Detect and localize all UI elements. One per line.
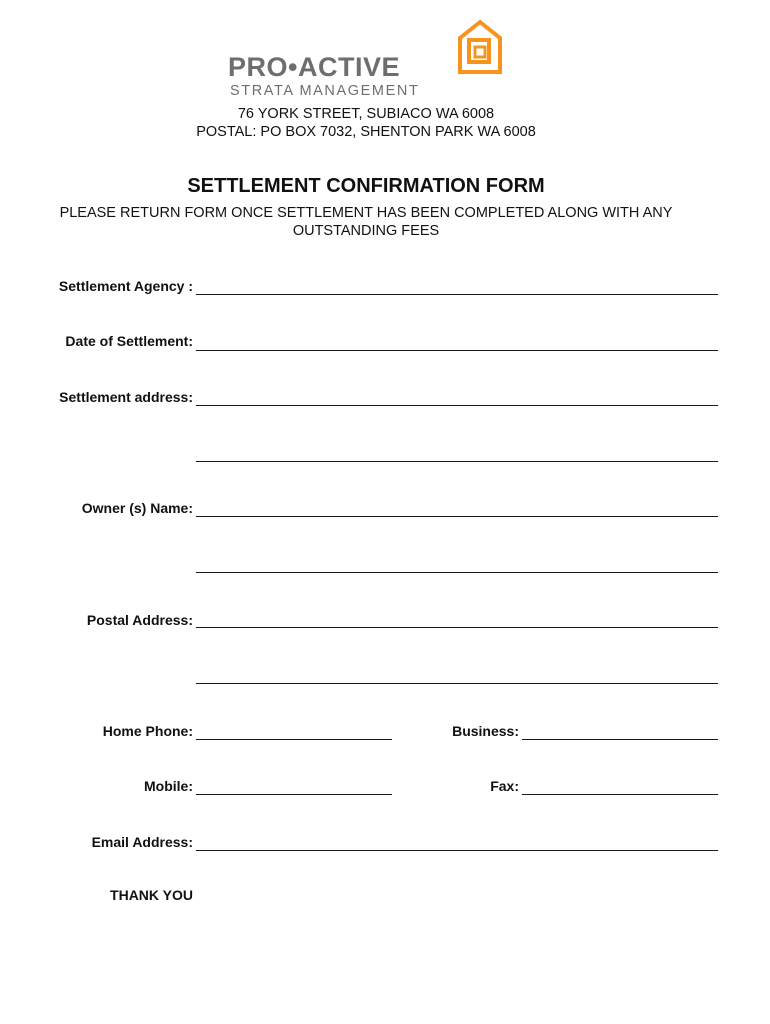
settlement-address-field-line1[interactable] (196, 405, 718, 406)
date-of-settlement-field[interactable] (196, 350, 718, 351)
settlement-address-label: Settlement address: (59, 389, 193, 405)
logo-wordmark: PRO•ACTIVE (228, 52, 400, 82)
form-title: SETTLEMENT CONFIRMATION FORM (187, 175, 545, 197)
mobile-label: Mobile: (144, 778, 193, 794)
email-address-label: Email Address: (91, 834, 193, 850)
home-phone-label: Home Phone: (102, 723, 193, 739)
settlement-agency-field[interactable] (196, 294, 718, 295)
email-address-field[interactable] (196, 850, 718, 851)
owners-name-field-line1[interactable] (196, 516, 718, 517)
fax-label: Fax: (490, 778, 519, 794)
owners-name-field-line2[interactable] (196, 572, 718, 573)
company-logo (228, 14, 508, 104)
form-instruction-line2: OUTSTANDING FEES (292, 223, 440, 239)
postal-address-label: Postal Address: (86, 612, 193, 628)
street-address: 76 YORK STREET, SUBIACO WA 6008 (237, 106, 495, 122)
postal-address-field-line2[interactable] (196, 683, 718, 684)
postal-address-header: POSTAL: PO BOX 7032, SHENTON PARK WA 6008 (196, 124, 536, 140)
logo-subtitle: STRATA MANAGEMENT (230, 83, 420, 99)
thank-you-text: THANK YOU (110, 887, 193, 903)
fax-field[interactable] (522, 794, 718, 795)
house-logo-icon (456, 18, 504, 76)
mobile-field[interactable] (196, 794, 392, 795)
owners-name-label: Owner (s) Name: (81, 500, 193, 516)
business-phone-label: Business: (452, 723, 519, 739)
settlement-agency-label: Settlement Agency : (58, 278, 193, 294)
business-phone-field[interactable] (522, 739, 718, 740)
postal-address-field-line1[interactable] (196, 627, 718, 628)
form-instruction-line1: PLEASE RETURN FORM ONCE SETTLEMENT HAS BEEN COMPLETED ALONG WITH ANY (59, 205, 673, 221)
home-phone-field[interactable] (196, 739, 392, 740)
settlement-address-field-line2[interactable] (196, 461, 718, 462)
date-of-settlement-label: Date of Settlement: (65, 333, 193, 349)
